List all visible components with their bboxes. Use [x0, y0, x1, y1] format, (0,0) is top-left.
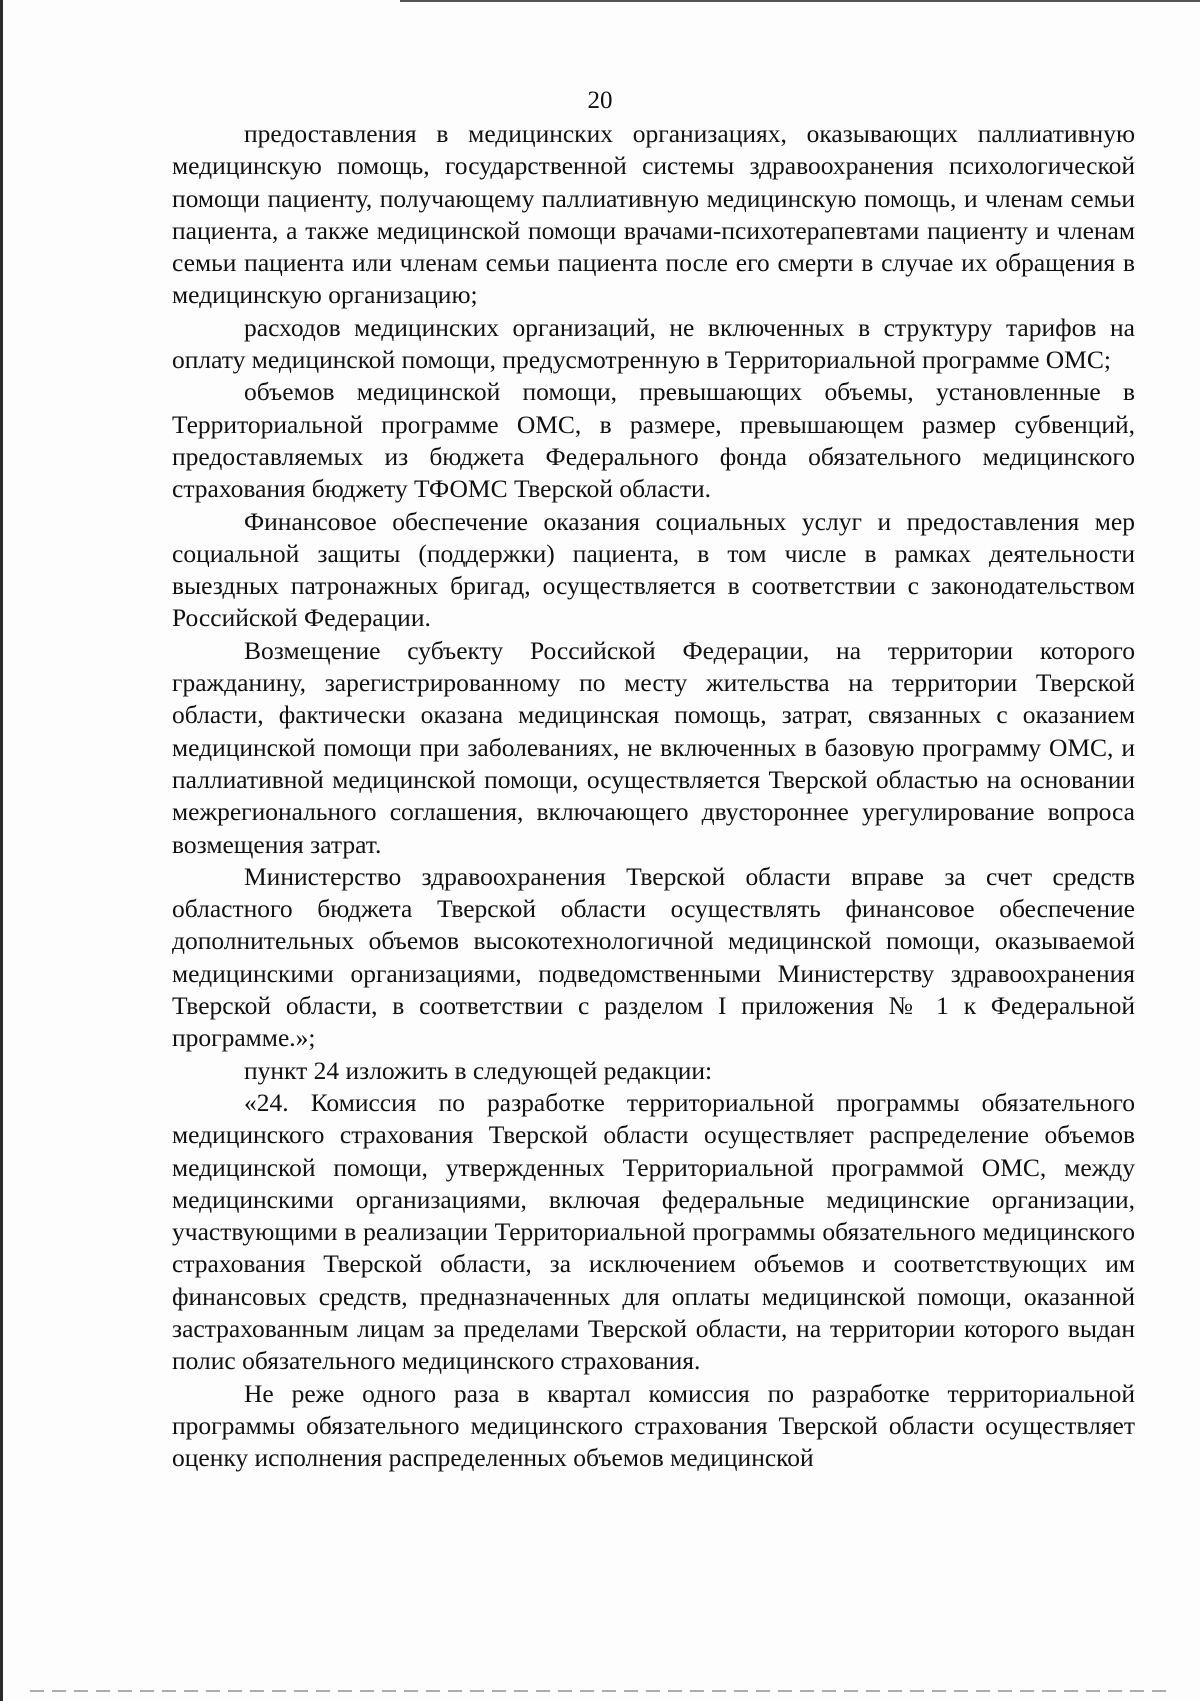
paragraph-quarterly-review: Не реже одного раза в квартал комиссия по разработке территориальной программы обязательного медицинского страхования Тверской области осуществляет оценку исполнения распределенных объемов медицинской: [172, 1378, 1135, 1473]
paragraph-tariff-expenses: расходов медицинских организаций, не включенных в структуру тарифов на оплату медицинской помощи, предусмотренную в Территориальной программе ОМС;: [172, 312, 1135, 375]
document-body: [172, 118, 1135, 1474]
paragraph-item-24: «24. Комиссия по разработке территориальной программы обязательного медицинского страхования Тверской области осуществляет распределение объемов медицинской помощи, утвержденных Территориальной программой ОМС, между медицинскими организациями, включая федеральные медицинские организации, участвующими в реализации Территориальной программы обязательного медицинского страхования Тверской области, за исключением объемов и соответствующих им финансовых средств, предназначенных для оплаты медицинской помощи, оказанной застрахованным лицам за пределами Тверской области, на территории которого выдан полис обязательного медицинского страхования.: [172, 1087, 1135, 1376]
paragraph-excess-volumes: объемов медицинской помощи, превышающих объемы, установленные в Территориальной программе ОМС, в размере, превышающем размер субвенций, предоставляемых из бюджета Федерального фонда обязательного медицинского страхования бюджету ТФОМС Тверской области.: [172, 377, 1135, 504]
paragraph-ministry-funding: Министерство здравоохранения Тверской области вправе за счет средств областного бюджета Тверской области осуществлять финансовое обеспечение дополнительных объемов высокотехнологичной медицинской помощи, оказываемой медицинскими организациями, подведомственными Министерству здравоохранения Тверской области, в соответствии с разделом I приложения № 1 к Федеральной программе.»;: [172, 861, 1135, 1053]
paragraph-item-24-intro: пункт 24 изложить в следующей редакции:: [244, 1055, 713, 1085]
paragraph-continuation: предоставления в медицинских организациях, оказывающих паллиативную медицинскую помощь, государственной системы здравоохранения психологической помощи пациенту, получающему паллиативную медицинскую помощь, и членам семьи пациента, а также медицинской помощи врачами-психотерапевтами пациенту и членам семьи пациента или членам семьи пациента после его смерти в случае их обращения в медицинскую организацию;: [172, 119, 1135, 310]
scan-edge-bottom: [30, 1690, 1170, 1692]
scan-edge-top: [400, 0, 1200, 2]
page-number: 20: [587, 87, 613, 114]
paragraph-social-services: Финансовое обеспечение оказания социальных услуг и предоставления мер социальной защиты (поддержки) пациента, в том числе в рамках деятельности выездных патронажных бригад, осуществляется в соответствии с законодательством Российской Федерации.: [172, 506, 1135, 633]
scan-edge-left: [0, 0, 3, 1701]
paragraph-reimbursement: Возмещение субъекту Российской Федерации, на территории которого гражданину, зарегистрированному по месту жительства на территории Тверской области, фактически оказана медицинская помощь, затрат, связанных с оказанием медицинской помощи при заболеваниях, не включенных в базовую программу ОМС, и паллиативной медицинской помощи, осуществляется Тверской областью на основании межрегионального соглашения, включающего двустороннее урегулирование вопроса возмещения затрат.: [172, 635, 1135, 859]
